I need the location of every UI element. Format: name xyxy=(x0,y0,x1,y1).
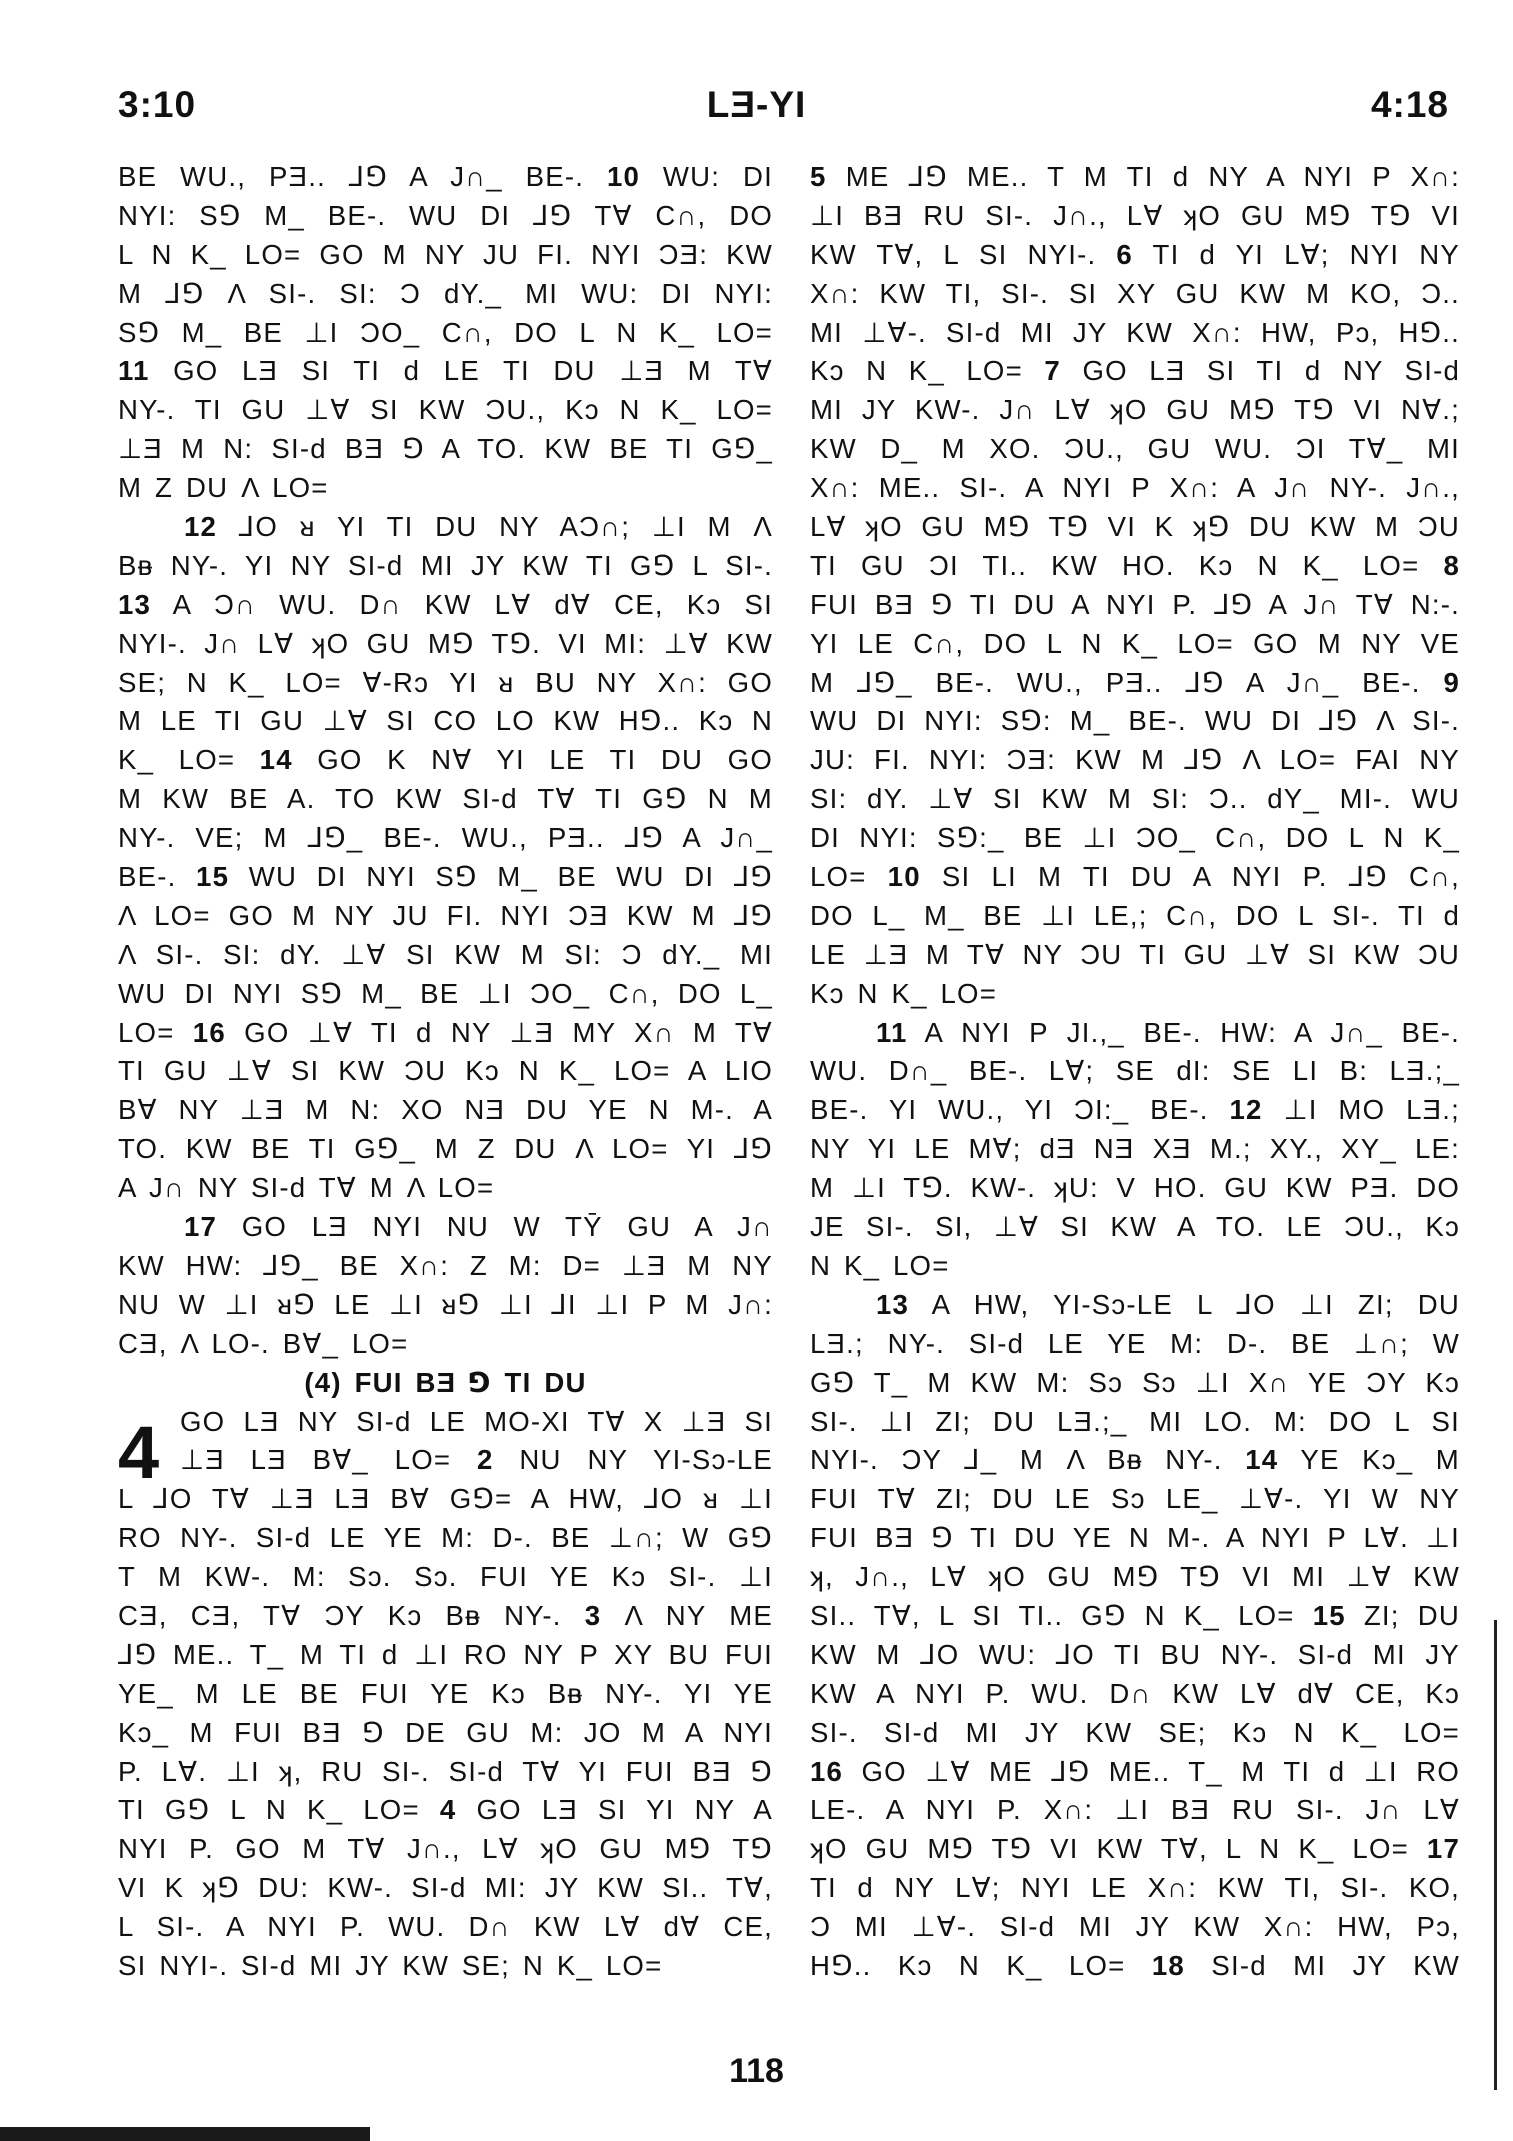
verse-number: 5 xyxy=(810,161,827,192)
text-line: RO NY-. SI-d LE YE M: D-. BE ⊥∩; W G⅁ xyxy=(118,1522,773,1554)
text-line: Kɔ N K_ LO= 7 GO LƎ SI TI d NY SI-d xyxy=(810,355,1460,387)
verse-number: 14 xyxy=(259,744,293,776)
text-line: VI K ʞ⅁ DU: KW-. SI-d MI: JY KW SI.. T∀, xyxy=(118,1872,773,1904)
text-line: LO= 10 SI LI M TI DU A NYI P. ⅃⅁ C∩, xyxy=(810,861,1460,893)
verse-number: 9 xyxy=(1443,666,1460,698)
text-line: MI JY KW-. J∩ L∀ ʞO GU M⅁ T⅁ VI N∀.; xyxy=(810,394,1460,426)
text-line: B∀ NY ⊥Ǝ M N: XO NƎ DU YE N M-. A xyxy=(118,1094,773,1126)
text-line: ⊥Ǝ LƎ B∀_ LO= 2 NU NY YI-Sɔ-LE xyxy=(180,1444,773,1476)
text-line: SI-. SI-d MI JY KW SE; Kɔ N K_ LO= xyxy=(810,1716,1460,1748)
scan-edge-line xyxy=(1494,1620,1497,2090)
verse-number: 18 xyxy=(1151,1949,1185,1981)
verse-number: 4 xyxy=(439,1794,457,1826)
text-line: SI NYI-. SI-d MI JY KW SE; N K_ LO= xyxy=(118,1949,663,1981)
text-line: JU: FI. NYI: ƆƎ: KW M ⅃⅁ Λ LO= FAI NY xyxy=(810,744,1460,776)
paragraph-3-12 xyxy=(118,508,773,1208)
page-number: 118 xyxy=(729,2052,784,2090)
text-line: M ⅃⅁_ BE-. WU., PƎ.. ⅃⅁ A J∩_ BE-. 9 xyxy=(810,666,1460,698)
text-line: KW T∀, L SI NYI-. 6 TI d YI L∀; NYI NY xyxy=(810,238,1460,270)
running-head-right: 4:18 xyxy=(1370,84,1449,125)
verse-number: 11 xyxy=(876,1016,908,1048)
verse-number: 6 xyxy=(1116,238,1133,270)
text-line: BE-. 15 WU DI NYI S⅁ M_ BE WU DI ⅃⅁ xyxy=(118,861,773,893)
text-line: P. L∀. ⊥I ʞ, RU SI-. SI-d T∀ YI FUI BƎ ⅁ xyxy=(118,1755,773,1787)
verse-number: 8 xyxy=(1443,549,1460,581)
text-line: DO L_ M_ BE ⊥I LE,; C∩, DO L SI-. TI d xyxy=(810,899,1460,931)
verse-number: 13 xyxy=(118,588,152,620)
paragraph-4-13 xyxy=(810,1286,1460,1986)
running-head-title: LƎ-YI xyxy=(706,84,807,125)
verse-number: 3 xyxy=(584,1599,602,1631)
paragraph-4-5 xyxy=(810,158,1460,1014)
text-line: 16 GO ⊥∀ ME ⅃⅁ ME.. T_ M TI d ⊥I RO xyxy=(810,1755,1460,1787)
text-line: SI-. ⊥I ZI; DU LƎ.;_ MI LO. M: DO L SI xyxy=(810,1405,1460,1437)
verse-number: 17 xyxy=(184,1211,218,1243)
text-line: ⊥I BƎ RU SI-. J∩., L∀ ʞO GU M⅁ T⅁ VI xyxy=(810,199,1460,231)
running-head-left: 3:10 xyxy=(118,84,197,125)
text-line: G⅁ T_ M KW M: Sɔ Sɔ ⊥I X∩ YE ƆY Kɔ xyxy=(810,1366,1460,1398)
text-line: L SI-. A NYI P. WU. D∩ KW L∀ d∀ CE, xyxy=(118,1911,773,1943)
text-line: M ⅃⅁ Λ SI-. SI: Ɔ dY._ MI WU: DI NYI: xyxy=(118,277,773,309)
text-line: CƎ, Λ LO-. B∀_ LO= xyxy=(118,1327,409,1359)
text-line: LƎ.; NY-. SI-d LE YE M: D-. BE ⊥∩; W xyxy=(810,1327,1460,1359)
text-line: FUI BƎ ⅁ TI DU YE N M-. A NYI P L∀. ⊥I xyxy=(810,1522,1460,1554)
text-line: 11 A NYI P JI.,_ BE-. HW: A J∩_ BE-. xyxy=(876,1016,1460,1048)
text-line: M ⊥I T⅁. KW-. ʞU: V HO. GU KW PƎ. DO xyxy=(810,1172,1460,1204)
text-line: DI NYI: S⅁:_ BE ⊥I ƆO_ C∩, DO L N K_ xyxy=(810,822,1460,854)
text-line: MI ⊥∀-. SI-d MI JY KW X∩: HW, Pɔ, H⅁.. xyxy=(810,316,1460,348)
text-line: ʞO GU M⅁ T⅁ VI KW T∀, L N K_ LO= 17 xyxy=(810,1833,1460,1865)
verse-number: 16 xyxy=(810,1755,844,1787)
text-line: X∩: KW TI, SI-. SI XY GU KW M KO, Ɔ.. xyxy=(810,277,1460,309)
text-line: WU DI NYI S⅁ M_ BE ⊥I ƆO_ C∩, DO L_ xyxy=(118,977,773,1009)
text-line: SE; N K_ LO= ∀-Rɔ YI ᴚ BU NY X∩: GO xyxy=(118,666,773,698)
text-line: NYI-. J∩ L∀ ʞO GU M⅁ T⅁. VI MI: ⊥∀ KW xyxy=(118,627,773,659)
text-line: TI GU ƆI TI.. KW HO. Kɔ N K_ LO= 8 xyxy=(810,549,1460,581)
text-line: X∩: ME.. SI-. A NYI P X∩: A J∩ NY-. J∩., xyxy=(810,472,1460,504)
text-line: NU W ⊥I ᴚ⅁ LE ⊥I ᴚ⅁ ⊥I ⅃I ⊥I P M J∩: xyxy=(118,1288,773,1320)
text-line: YE_ M LE BE FUI YE Kɔ Bᴃ NY-. YI YE xyxy=(118,1677,773,1709)
text-line: 17 GO LƎ NYI NU W TȲ GU A J∩ xyxy=(184,1211,773,1243)
text-line: FUI T∀ ZI; DU LE Sɔ LE_ ⊥∀-. YI W NY xyxy=(810,1483,1460,1515)
text-line: WU. D∩_ BE-. L∀; SE dI: SE LI B: LƎ.;_ xyxy=(810,1055,1460,1087)
text-line: 11 GO LƎ SI TI d LE TI DU ⊥Ǝ M T∀ xyxy=(118,355,773,387)
verse-number: 15 xyxy=(1312,1599,1346,1631)
verse-number: 12 xyxy=(184,511,218,543)
text-line: ⊥Ǝ M N: SI-d BƎ ⅁ A TO. KW BE TI G⅁_ xyxy=(118,433,773,465)
text-line: N K_ LO= xyxy=(810,1249,950,1281)
text-line: L N K_ LO= GO M NY JU FI. NYI ƆƎ: KW xyxy=(118,238,773,270)
verse-number: 16 xyxy=(192,1016,226,1048)
verse-number: 17 xyxy=(1426,1833,1460,1865)
paragraph-3-10 xyxy=(118,158,773,508)
text-line: TI d NY L∀; NYI LE X∩: KW TI, SI-. KO, xyxy=(810,1872,1460,1904)
left-column xyxy=(118,158,773,1986)
paragraph-4-2 xyxy=(118,1480,773,1986)
text-line: NY-. TI GU ⊥∀ SI KW ƆU., Kɔ N K_ LO= xyxy=(118,394,773,426)
text-line: BE-. YI WU., YI ƆI:_ BE-. 12 ⊥I MO LƎ.; xyxy=(810,1094,1460,1126)
text-line: 13 A HW, YI-Sɔ-LE L ⅃O ⊥I ZI; DU xyxy=(876,1288,1460,1320)
text-line: KW HW: ⅃⅁_ BE X∩: Z M: D= ⊥Ǝ M NY xyxy=(118,1249,773,1281)
text-line: NY YI LE M∀; dƎ NƎ XƎ M.; XY., XY_ LE: xyxy=(810,1133,1460,1165)
verse-number: 14 xyxy=(1245,1444,1279,1476)
text-line: KW M ⅃O WU: ⅃O TI BU NY-. SI-d MI JY xyxy=(810,1638,1460,1670)
verse-number: 10 xyxy=(606,161,641,192)
text-line: ʞ, J∩., L∀ ʞO GU M⅁ T⅁ VI MI ⊥∀ KW xyxy=(810,1561,1460,1593)
text-line: SI.. T∀, L SI TI.. G⅁ N K_ LO= 15 ZI; DU xyxy=(810,1599,1460,1631)
text-line: Λ LO= GO M NY JU FI. NYI ƆƎ KW M ⅃⅁ xyxy=(118,899,773,931)
verse-number: 12 xyxy=(1229,1094,1263,1126)
text-line: M LE TI GU ⊥∀ SI CO LO KW H⅁.. Kɔ N xyxy=(118,705,773,737)
chapter-heading: (4) FUI BƎ ⅁ TI DU xyxy=(304,1366,587,1398)
text-line: JE SI-. SI, ⊥∀ SI KW A TO. LE ƆU., Kɔ xyxy=(810,1211,1460,1243)
text-line: Kɔ N K_ LO= xyxy=(810,977,998,1009)
verse-number: 7 xyxy=(1044,355,1061,387)
text-line: NY-. VE; M ⅃⅁_ BE-. WU., PƎ.. ⅃⅁ A J∩_ xyxy=(118,822,773,854)
text-line: TI G⅁ L N K_ LO= 4 GO LƎ SI YI NY A xyxy=(118,1794,773,1826)
text-line: TI GU ⊥∀ SI KW ƆU Kɔ N K_ LO= A LIO xyxy=(118,1055,773,1087)
text-line: T M KW-. M: Sɔ. Sɔ. FUI YE Kɔ SI-. ⊥I xyxy=(118,1561,773,1593)
right-column xyxy=(810,158,1460,1986)
text-line: TO. KW BE TI G⅁_ M Z DU Λ LO= YI ⅃⅁ xyxy=(118,1133,773,1165)
text-line: YI LE C∩, DO L N K_ LO= GO M NY VE xyxy=(810,627,1460,659)
text-line: LE ⊥Ǝ M T∀ NY ƆU TI GU ⊥∀ SI KW ƆU xyxy=(810,938,1460,970)
text-line: BE WU., PƎ.. ⅃⅁ A J∩_ BE-. 10 WU: DI xyxy=(118,161,773,192)
text-line: LE-. A NYI P. X∩: ⊥I BƎ RU SI-. J∩ L∀ xyxy=(810,1794,1460,1826)
chapter-number: 4 xyxy=(118,1411,160,1494)
text-line: K_ LO= 14 GO K N∀ YI LE TI DU GO xyxy=(118,744,773,776)
text-line: M KW BE A. TO KW SI-d T∀ TI G⅁ N M xyxy=(118,783,773,815)
text-line: Λ SI-. SI: dY. ⊥∀ SI KW M SI: Ɔ dY._ MI xyxy=(118,938,773,970)
paragraph-3-17 xyxy=(118,1208,773,1364)
text-line: 5 ME ⅃⅁ ME.. T M TI d NY A NYI P X∩: xyxy=(810,161,1460,192)
text-line: CƎ, CƎ, T∀ ƆY Kɔ Bᴃ NY-. 3 Λ NY ME xyxy=(118,1599,773,1631)
text-line: KW D_ M XO. ƆU., GU WU. ƆI T∀_ MI xyxy=(810,433,1460,465)
text-line: Bᴃ NY-. YI NY SI-d MI JY KW TI G⅁ L SI-. xyxy=(118,549,773,581)
verse-number: 2 xyxy=(477,1444,494,1476)
text-line: 12 ⅃O ᴚ YI TI DU NY AƆ∩; ⊥I M Λ xyxy=(184,511,773,543)
text-line: S⅁ M_ BE ⊥I ƆO_ C∩, DO L N K_ LO= xyxy=(118,316,773,348)
text-line: Ɔ MI ⊥∀-. SI-d MI JY KW X∩: HW, Pɔ, xyxy=(810,1911,1460,1943)
paragraph-4-11 xyxy=(810,1014,1460,1286)
text-line: 13 A Ɔ∩ WU. D∩ KW L∀ d∀ CE, Kɔ SI xyxy=(118,588,773,620)
text-line: NYI-. ƆY ⅃_ M Λ Bᴃ NY-. 14 YE Kɔ_ M xyxy=(810,1444,1460,1476)
text-line: FUI BƎ ⅁ TI DU A NYI P. ⅃⅁ A J∩ T∀ N:-. xyxy=(810,588,1460,620)
verse-number: 15 xyxy=(196,861,230,893)
text-line: GO LƎ NY SI-d LE MO-XI T∀ X ⊥Ǝ SI xyxy=(180,1405,773,1437)
text-line: M Z DU Λ LO= xyxy=(118,472,329,504)
text-line: Kɔ_ M FUI BƎ ⅁ DE GU M: JO M A NYI xyxy=(118,1716,773,1748)
text-line: L ⅃O T∀ ⊥Ǝ LƎ B∀ G⅁= A HW, ⅃O ᴚ ⊥I xyxy=(118,1483,773,1515)
text-line: ⅃⅁ ME.. T_ M TI d ⊥I RO NY P XY BU FUI xyxy=(118,1638,773,1670)
text-line: H⅁.. Kɔ N K_ LO= 18 SI-d MI JY KW xyxy=(810,1949,1460,1981)
paragraph-4-1 xyxy=(118,1403,773,1481)
text-line: NYI P. GO M T∀ J∩., L∀ ʞO GU M⅁ T⅁ xyxy=(118,1833,773,1865)
text-line: L∀ ʞO GU M⅁ T⅁ VI K ʞ⅁ DU KW M ƆU xyxy=(810,511,1460,543)
text-line: LO= 16 GO ⊥∀ TI d NY ⊥Ǝ MY X∩ M T∀ xyxy=(118,1016,773,1048)
text-line: WU DI NYI: S⅁: M_ BE-. WU DI ⅃⅁ Λ SI-. xyxy=(810,705,1460,737)
text-line: NYI: S⅁ M_ BE-. WU DI ⅃⅁ T∀ C∩, DO xyxy=(118,199,773,231)
text-line: KW A NYI P. WU. D∩ KW L∀ d∀ CE, Kɔ xyxy=(810,1677,1460,1709)
verse-number: 10 xyxy=(887,861,921,893)
verse-number: 11 xyxy=(118,355,150,387)
text-line: SI: dY. ⊥∀ SI KW M SI: Ɔ.. dY_ MI-. WU xyxy=(810,783,1460,815)
text-line: A J∩ NY SI-d T∀ M Λ LO= xyxy=(118,1172,495,1204)
scan-edge-bar xyxy=(0,2127,370,2141)
verse-number: 13 xyxy=(876,1288,910,1320)
